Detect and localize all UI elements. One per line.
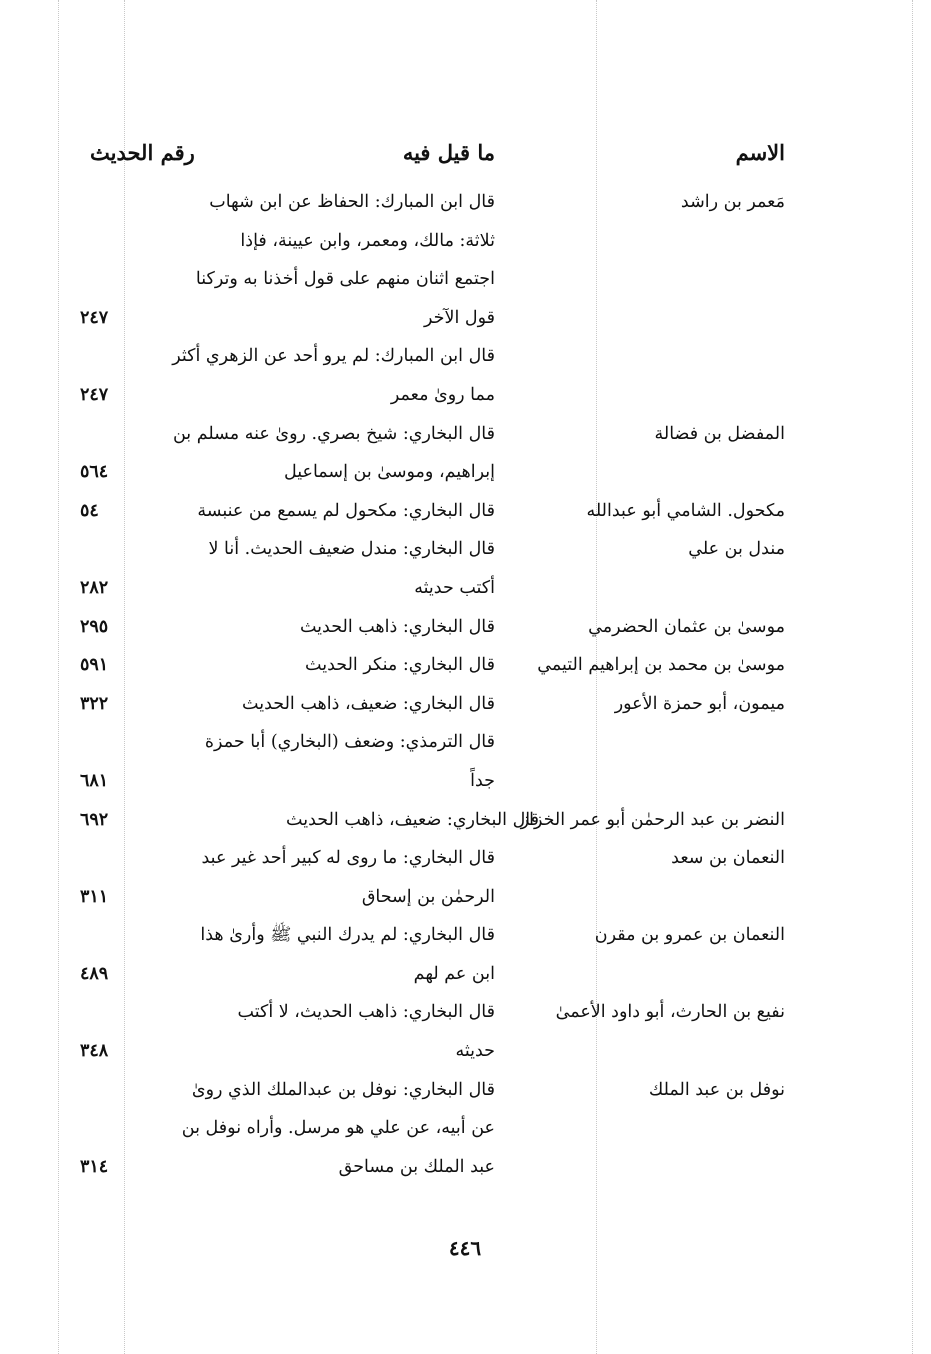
page-number: ٤٤٦ [448,1236,482,1260]
table-row [80,878,785,917]
table-row [80,955,785,994]
hadith-number: ٦٨١ [80,770,109,791]
table-row [80,530,785,569]
commentary-text: جداً [470,770,495,791]
hadith-number: ٢٨٢ [80,577,109,598]
table-row [80,569,785,608]
narrator-name: مندل بن علي [688,539,785,560]
commentary-text: قال البخاري: ذاهب الحديث، لا أكتب [237,1002,495,1023]
commentary-text: قال البخاري: ذاهب الحديث [299,616,495,637]
table-row [80,415,785,454]
hadith-number: ٣٢٢ [80,693,109,714]
table-row [80,492,785,531]
commentary-text: قال البخاري: ضعيف، ذاهب الحديث [242,693,495,714]
table-row [80,646,785,685]
commentary-text: قال البخاري: ضعيف، ذاهب الحديث [286,809,539,830]
table-row [80,723,785,762]
commentary-text: الرحمٰن بن إسحاق [361,886,495,907]
commentary-text: قال البخاري: شيخ بصري. روىٰ عنه مسلم بن [172,423,495,444]
hadith-number: ٣١١ [80,886,109,907]
table-row [80,608,785,647]
narrator-name: النضر بن عبد الرحمٰن أبو عمر الخزاز [520,809,785,830]
hadith-number: ٥٩١ [80,655,109,676]
commentary-text: عبد الملك بن مساحق [338,1156,495,1177]
narrator-name: ميمون، أبو حمزة الأعور [614,693,785,714]
commentary-text: قول الآخر [424,307,495,328]
table-row [80,1148,785,1187]
table-row [80,337,785,376]
table-row [80,685,785,724]
commentary-text: قال البخاري: لم يدرك النبي ﷺ وأرىٰ هذا [200,925,495,946]
hadith-number: ٣٤٨ [80,1041,109,1062]
commentary-text: أكتب حديثه [414,577,495,598]
header-number: رقم الحديث [90,140,195,165]
commentary-text: قال البخاري: مكحول لم يسمع من عنبسة [197,500,495,521]
commentary-text: قال البخاري: نوفل بن عبدالملك الذي روىٰ [191,1079,495,1100]
table-row [80,762,785,801]
table-row [80,183,785,222]
commentary-text: قال البخاري: مندل ضعيف الحديث. أنا لا [208,539,495,560]
table-row [80,453,785,492]
table-row [80,801,785,840]
table-row [80,260,785,299]
hadith-number: ٢٩٥ [80,616,109,637]
hadith-number: ٦٩٢ [80,809,109,830]
commentary-text: عن أبيه، عن علي هو مرسل. وأراه نوفل بن [181,1118,495,1139]
commentary-text: إبراهيم، وموسىٰ بن إسماعيل [284,462,495,483]
table-row [80,1109,785,1148]
commentary-text: قال البخاري: ما روى له كبير أحد غير عبد [201,848,495,869]
scan-guide-line [58,0,59,1354]
table-row [80,299,785,338]
entries-table [80,183,785,1186]
narrator-name: نوفل بن عبد الملك [648,1079,785,1100]
narrator-name: نفيع بن الحارث، أبو داود الأعمىٰ [555,1002,785,1023]
narrator-name: موسىٰ بن محمد بن إبراهيم التيمي [537,655,785,676]
commentary-text: قال ابن المبارك: الحفاظ عن ابن شهاب [209,192,495,212]
table-row [80,222,785,261]
narrator-name: النعمان بن سعد [671,848,785,869]
commentary-text: ثلاثة: مالك، ومعمر، وابن عيينة، فإذا [240,230,495,251]
narrator-name: النعمان بن عمرو بن مقرن [594,925,785,946]
narrator-name: المفضل بن فضالة [654,423,785,444]
table-header [80,140,785,180]
commentary-text: قال الترمذي: وضعف (البخاري) أبا حمزة [204,732,495,753]
table-row [80,993,785,1032]
narrator-name: مَعمر بن راشد [680,192,785,212]
narrator-name: مكحول. الشامي أبو عبدالله [586,500,785,521]
table-row [80,839,785,878]
header-name: الاسم [735,140,785,165]
table-row [80,1032,785,1071]
commentary-text: قال البخاري: منكر الحديث [305,655,495,676]
header-said: ما قيل فيه [402,140,495,165]
narrator-name: موسىٰ بن عثمان الحضرمي [588,616,785,637]
table-row [80,916,785,955]
commentary-text: قال ابن المبارك: لم يرو أحد عن الزهري أكثر [172,346,495,367]
scan-guide-line [912,0,913,1354]
hadith-number: ٣١٤ [80,1156,109,1177]
table-row [80,1071,785,1110]
hadith-number: ٢٤٧ [80,307,109,328]
hadith-number: ٥٦٤ [80,462,109,483]
hadith-number: ٥٤ [80,500,99,521]
hadith-number: ٤٨٩ [80,963,109,984]
table-row [80,376,785,415]
commentary-text: مما روىٰ معمر [390,384,495,405]
commentary-text: حديثه [455,1041,495,1062]
commentary-text: ابن عم لهم [413,963,495,984]
hadith-number: ٢٤٧ [80,384,109,405]
commentary-text: اجتمع اثنان منهم على قول أخذنا به وتركنا [195,269,495,290]
